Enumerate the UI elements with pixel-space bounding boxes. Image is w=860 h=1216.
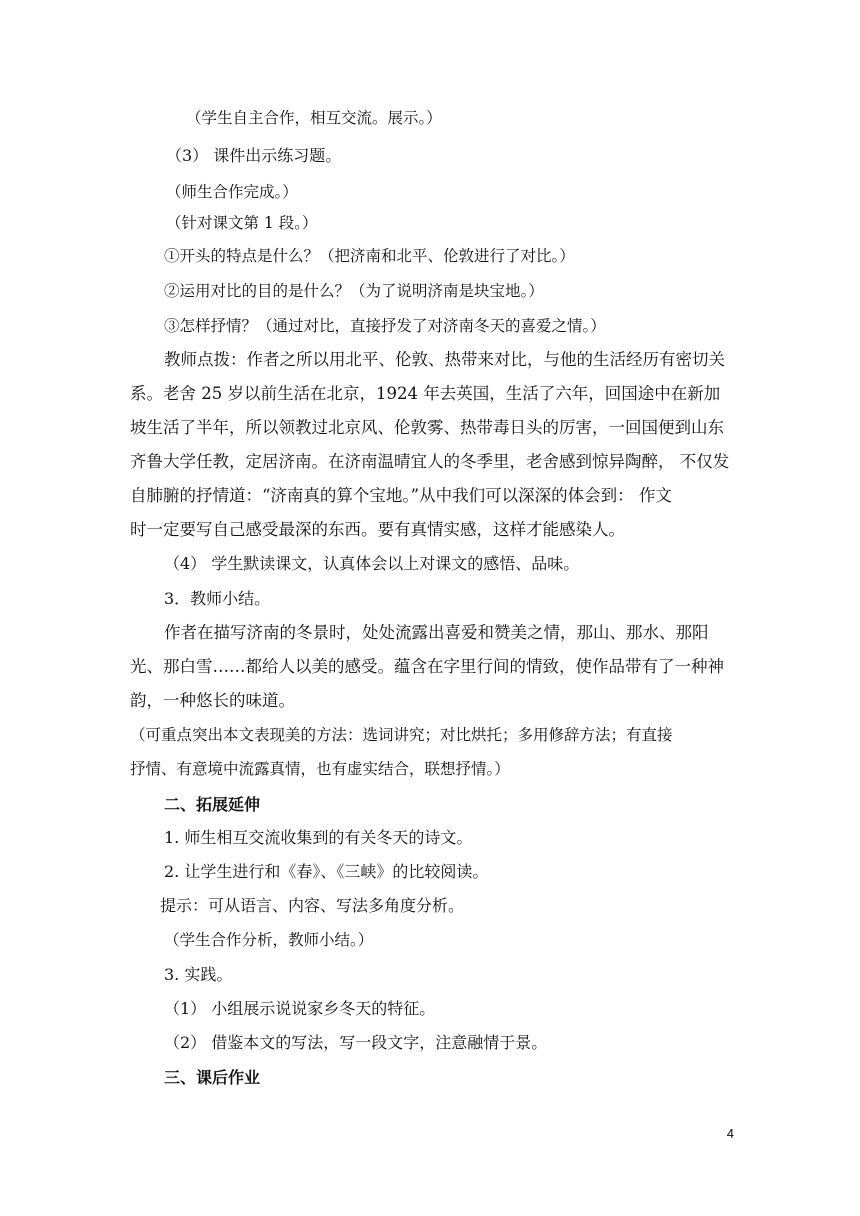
section-heading-extension: 二、拓展延伸: [164, 795, 261, 814]
text-line-13: 时一定要写自己感受最深的东西。要有真情实感，这样才能感染人。: [130, 520, 625, 539]
text-line-6: ②运用对比的目的是什么？（为了说明济南是块宝地。）: [164, 282, 544, 300]
text-line-5: ①开头的特点是什么？（把济南和北平、伦敦进行了对比。）: [164, 247, 575, 265]
text-line-17: 光、那白雪……都给人以美的感受。蕴含在字里行间的情致，使作品带有了一种神: [130, 657, 724, 676]
text-line-2: （3） 课件出示练习题。: [166, 146, 342, 165]
text-line-24: 提示：可从语言、内容、写法多角度分析。: [160, 896, 465, 915]
text-line-3: （师生合作完成。）: [166, 183, 298, 201]
page-number: 4: [726, 1126, 734, 1141]
text-line-10: 坡生活了半年，所以领教过北京风、伦敦雾、热带毒日头的厉害，一回国便到山东: [130, 418, 724, 437]
text-line-14: （4） 学生默读课文，认真体会以上对课文的感悟、品味。: [164, 554, 580, 573]
text-line-27: （1） 小组展示说说家乡冬天的特征。: [164, 999, 436, 1018]
text-line-12: 自肺腑的抒情道：“济南真的算个宝地。”从中我们可以深深的体会到： 作文: [130, 486, 672, 505]
text-line-28: （2） 借鉴本文的写法，写一段文字，注意融情于景。: [164, 1033, 548, 1052]
text-line-23: 2. 让学生进行和《春》、《三峡》的比较阅读。: [164, 862, 489, 881]
text-line-11: 齐鲁大学任教，定居济南。在济南温晴宜人的冬季里，老舍感到惊异陶醉， 不仅发: [130, 452, 730, 471]
text-line-8: 教师点拨：作者之所以用北平、伦敦、热带来对比，与他的生活经历有密切关: [164, 350, 725, 369]
text-line-4: （针对课文第 1 段。）: [166, 214, 318, 232]
text-line-1: （学生自主合作，相互交流。展示。）: [186, 109, 442, 127]
text-line-18: 韵，一种悠长的味道。: [130, 691, 295, 710]
text-line-7: ③怎样抒情？（通过对比，直接抒发了对济南冬天的喜爱之情。）: [164, 317, 606, 335]
section-heading-homework: 三、课后作业: [164, 1068, 261, 1087]
text-line-25: （学生合作分析，教师小结。）: [164, 931, 374, 949]
text-line-19: （可重点突出本文表现美的方法：选词讲究；对比烘托；多用修辞方法；有直接: [130, 726, 673, 744]
text-line-20: 抒情、有意境中流露真情，也有虚实结合，联想抒情。）: [130, 760, 510, 778]
text-line-15: 3．教师小结。: [164, 589, 271, 608]
text-line-9: 系。老舍 25 岁以前生活在北京，1924 年去英国，生活了六年，回国途中在新加: [130, 384, 721, 403]
text-line-16: 作者在描写济南的冬景时，处处流露出喜爱和赞美之情，那山、那水、那阳: [164, 623, 709, 642]
text-line-22: 1. 师生相互交流收集到的有关冬天的诗文。: [164, 828, 473, 847]
text-line-26: 3. 实践。: [164, 965, 233, 984]
